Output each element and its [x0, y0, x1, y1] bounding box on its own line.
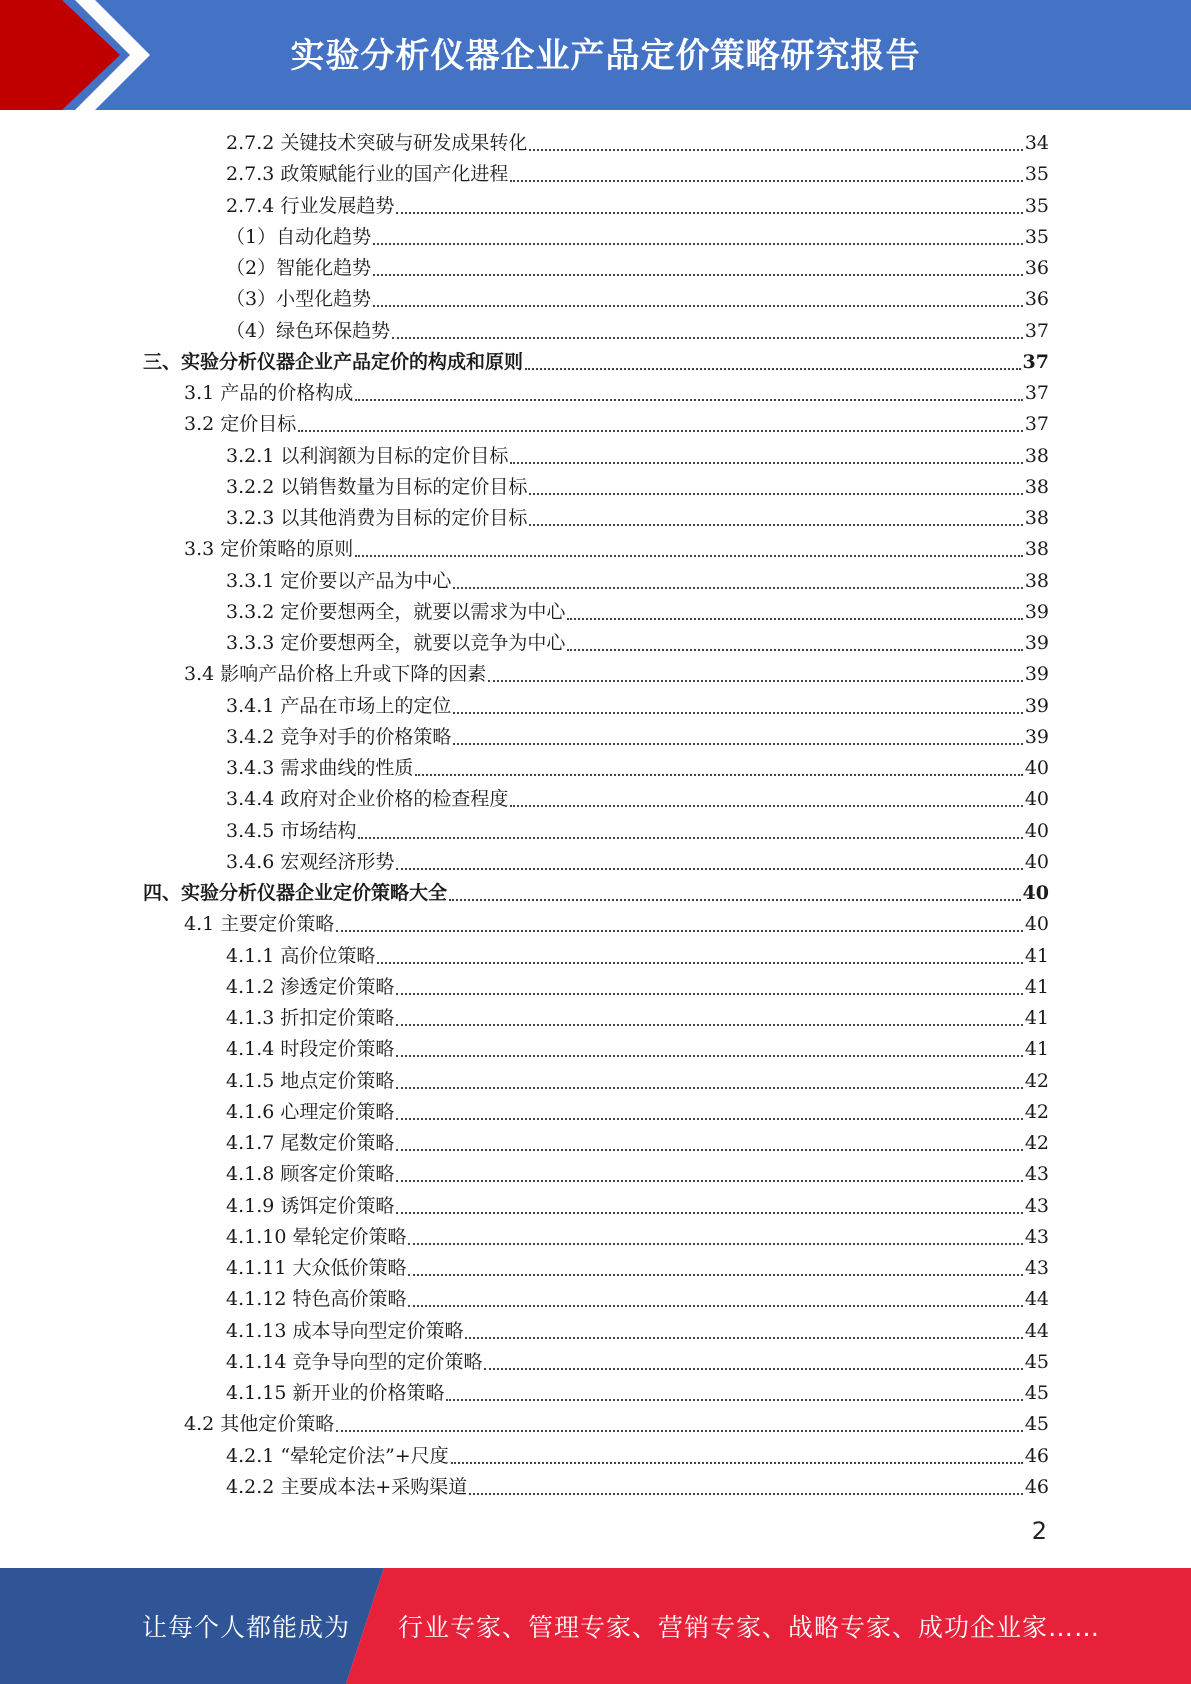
- toc-dot-leader: [529, 149, 1022, 151]
- toc-entry-page: 43: [1024, 1194, 1049, 1217]
- toc-entry-page: 41: [1024, 1038, 1049, 1061]
- toc-dot-leader: [469, 1493, 1023, 1495]
- toc-dot-leader: [336, 1430, 1023, 1432]
- toc-entry-page: 35: [1024, 163, 1049, 186]
- toc-entry-page: 46: [1024, 1444, 1049, 1467]
- toc-entry[interactable]: [226, 628, 1049, 659]
- toc-entry-title: 4.2.1 “晕轮定价法”+尺度: [226, 1444, 449, 1467]
- toc-entry-title: （4）绿色环保趋势: [226, 319, 391, 342]
- toc-entry[interactable]: [143, 878, 1049, 909]
- toc-dot-leader: [396, 1024, 1022, 1026]
- toc-entry-page: 42: [1024, 1100, 1049, 1123]
- toc-entry-title: 4.1.14 竞争导向型的定价策略: [226, 1350, 483, 1373]
- toc-entry-title: 4.1.12 特色高价策略: [226, 1288, 407, 1311]
- page-footer: [0, 1568, 1191, 1684]
- toc-entry-page: 35: [1024, 225, 1049, 248]
- toc-dot-leader: [298, 430, 1023, 432]
- toc-dot-leader: [373, 243, 1023, 245]
- toc-dot-leader: [449, 899, 1021, 901]
- toc-entry-title: 4.1.3 折扣定价策略: [226, 1007, 395, 1029]
- toc-entry[interactable]: [226, 691, 1049, 722]
- toc-entry-title: （1）自动化趋势: [226, 225, 372, 248]
- toc-entry-page: 43: [1024, 1163, 1049, 1186]
- toc-entry-page: 36: [1024, 257, 1049, 279]
- toc-entry-title: 3.2.3 以其他消费为目标的定价目标: [226, 507, 528, 529]
- toc-entry-page: 43: [1024, 1225, 1049, 1248]
- toc-entry[interactable]: [226, 816, 1049, 847]
- toc-entry[interactable]: [143, 347, 1049, 378]
- toc-dot-leader: [408, 1305, 1022, 1307]
- toc-entry-page: 42: [1024, 1069, 1049, 1092]
- toc-entry[interactable]: [226, 1128, 1049, 1159]
- toc-dot-leader: [525, 368, 1021, 370]
- toc-dot-leader: [408, 1243, 1022, 1245]
- toc-entry-title: 3.4.4 政府对企业价格的检查程度: [226, 788, 509, 811]
- toc-entry-page: 46: [1024, 1475, 1049, 1498]
- toc-entry[interactable]: [226, 1472, 1049, 1503]
- toc-entry-page: 40: [1024, 757, 1049, 779]
- toc-entry[interactable]: [226, 284, 1049, 315]
- toc-entry-page: 35: [1024, 194, 1049, 217]
- toc-dot-leader: [453, 743, 1022, 745]
- toc-entry-page: 39: [1024, 632, 1049, 654]
- toc-entry-page: 41: [1024, 1007, 1049, 1029]
- toc-dot-leader: [510, 180, 1022, 182]
- toc-entry-title: 2.7.4 行业发展趋势: [226, 194, 395, 217]
- toc-entry[interactable]: [226, 972, 1049, 1003]
- toc-entry-page: 38: [1024, 538, 1049, 561]
- toc-dot-leader: [358, 837, 1022, 839]
- toc-dot-leader: [408, 1274, 1022, 1276]
- toc-entry-page: 38: [1024, 507, 1049, 529]
- toc-dot-leader: [451, 1462, 1023, 1464]
- toc-entry-page: 34: [1024, 132, 1049, 154]
- toc-entry-title: 3.3 定价策略的原则: [184, 538, 354, 561]
- toc-entry-title: 4.1.10 晕轮定价策略: [226, 1225, 407, 1248]
- toc-entry-title: 3.4.1 产品在市场上的定位: [226, 694, 452, 717]
- toc-entry-page: 40: [1024, 850, 1049, 873]
- page-number: 2: [1031, 1517, 1047, 1545]
- toc-entry-page: 41: [1024, 944, 1049, 967]
- toc-entry-page: 45: [1024, 1413, 1049, 1436]
- toc-entry[interactable]: [184, 1409, 1049, 1440]
- toc-entry-title: 3.4 影响产品价格上升或下降的因素: [184, 663, 487, 686]
- toc-entry[interactable]: [184, 378, 1049, 409]
- toc-entry[interactable]: [184, 659, 1049, 690]
- toc-entry-page: 40: [1022, 882, 1049, 904]
- toc-dot-leader: [355, 555, 1023, 557]
- toc-dot-leader: [396, 1212, 1022, 1214]
- toc-dot-leader: [336, 930, 1023, 932]
- toc-entry-title: 4.1.1 高价位策略: [226, 944, 376, 967]
- toc-entry-title: 3.4.5 市场结构: [226, 819, 357, 842]
- toc-dot-leader: [396, 212, 1022, 214]
- toc-entry-title: 3.3.3 定价要想两全，就要以竞争为中心: [226, 632, 566, 654]
- toc-entry-title: 4.2.2 主要成本法+采购渠道: [226, 1475, 468, 1498]
- toc-entry[interactable]: [226, 784, 1049, 815]
- toc-entry-title: 4.1.11 大众低价策略: [226, 1257, 407, 1279]
- toc-entry-title: 3.3.1 定价要以产品为中心: [226, 569, 452, 592]
- toc-entry[interactable]: [226, 1378, 1049, 1409]
- toc-entry-title: 4.1.15 新开业的价格策略: [226, 1382, 445, 1404]
- toc-entry[interactable]: [184, 909, 1049, 940]
- toc-entry-title: 3.4.6 宏观经济形势: [226, 850, 395, 873]
- toc-dot-leader: [415, 774, 1022, 776]
- toc-entry-title: 3.3.2 定价要想两全，就要以需求为中心: [226, 600, 566, 623]
- toc-entry-title: 4.1.5 地点定价策略: [226, 1069, 395, 1092]
- toc-entry[interactable]: [226, 316, 1049, 347]
- toc-entry-page: 37: [1024, 382, 1049, 404]
- toc-dot-leader: [529, 493, 1022, 495]
- toc-entry-title: 4.2 其他定价策略: [184, 1413, 335, 1436]
- toc-entry-page: 39: [1024, 694, 1049, 717]
- toc-entry[interactable]: [226, 1441, 1049, 1472]
- toc-dot-leader: [373, 305, 1023, 307]
- toc-entry[interactable]: [226, 441, 1049, 472]
- toc-entry-page: 39: [1024, 725, 1049, 748]
- toc-entry[interactable]: [184, 409, 1049, 440]
- toc-entry[interactable]: [226, 1347, 1049, 1378]
- toc-entry-title: 3.4.2 竞争对手的价格策略: [226, 725, 452, 748]
- toc-entry-title: 3.4.3 需求曲线的性质: [226, 757, 414, 779]
- toc-entry[interactable]: [226, 1191, 1049, 1222]
- toc-entry[interactable]: [226, 566, 1049, 597]
- toc-entry-page: 38: [1024, 475, 1049, 498]
- toc-entry[interactable]: [226, 1253, 1049, 1284]
- toc-entry[interactable]: [226, 253, 1049, 284]
- toc-entry-title: 4.1.6 心理定价策略: [226, 1100, 395, 1123]
- toc-dot-leader: [465, 1337, 1022, 1339]
- toc-entry-page: 37: [1024, 413, 1049, 436]
- toc-entry-title: 4.1.4 时段定价策略: [226, 1038, 395, 1061]
- toc-entry-page: 36: [1024, 288, 1049, 311]
- toc-dot-leader: [396, 993, 1022, 995]
- toc-dot-leader: [484, 1368, 1022, 1370]
- toc-entry[interactable]: [226, 753, 1049, 784]
- toc-dot-leader: [446, 1399, 1022, 1401]
- toc-dot-leader: [510, 805, 1022, 807]
- toc-entry-page: 42: [1024, 1132, 1049, 1154]
- toc-dot-leader: [373, 274, 1023, 276]
- toc-entry-page: 45: [1024, 1382, 1049, 1404]
- toc-entry-title: 2.7.2 关键技术突破与研发成果转化: [226, 132, 528, 154]
- toc-entry[interactable]: [226, 941, 1049, 972]
- toc-entry[interactable]: [226, 1284, 1049, 1315]
- toc-dot-leader: [453, 712, 1022, 714]
- toc-dot-leader: [453, 587, 1022, 589]
- toc-entry-title: （2）智能化趋势: [226, 257, 372, 279]
- toc-dot-leader: [488, 680, 1023, 682]
- toc-dot-leader: [392, 337, 1023, 339]
- toc-entry-title: 4.1.13 成本导向型定价策略: [226, 1319, 464, 1342]
- toc-dot-leader: [510, 462, 1022, 464]
- toc-entry[interactable]: [226, 503, 1049, 534]
- toc-dot-leader: [396, 1087, 1022, 1089]
- toc-dot-leader: [567, 618, 1022, 620]
- toc-entry[interactable]: [226, 1034, 1049, 1065]
- toc-entry-title: 4.1.7 尾数定价策略: [226, 1132, 395, 1154]
- toc-dot-leader: [377, 962, 1022, 964]
- page-header: [0, 0, 1191, 110]
- toc-entry-title: 4.1.2 渗透定价策略: [226, 975, 395, 998]
- toc-dot-leader: [396, 868, 1022, 870]
- toc-entry[interactable]: [226, 128, 1049, 159]
- toc-entry-title: 4.1 主要定价策略: [184, 913, 335, 936]
- toc-entry-title: 三、实验分析仪器企业产品定价的构成和原则: [143, 350, 524, 373]
- toc-entry-title: 3.2.1 以利润额为目标的定价目标: [226, 444, 509, 467]
- toc-entry-page: 40: [1024, 913, 1049, 936]
- toc-dot-leader: [567, 649, 1022, 651]
- footer-slogan-right: 行业专家、管理专家、营销专家、战略专家、成功企业家……: [398, 1613, 1101, 1642]
- toc-entry[interactable]: [226, 1097, 1049, 1128]
- toc-entry-title: 3.2 定价目标: [184, 413, 297, 436]
- toc-dot-leader: [396, 1149, 1022, 1151]
- toc-entry-page: 38: [1024, 444, 1049, 467]
- toc-entry-title: 3.1 产品的价格构成: [184, 382, 354, 404]
- toc-entry-title: 4.1.9 诱饵定价策略: [226, 1194, 395, 1217]
- footer-slogan-left: 让每个人都能成为: [142, 1613, 351, 1642]
- toc-entry[interactable]: [226, 191, 1049, 222]
- toc-entry-page: 43: [1024, 1257, 1049, 1279]
- toc-entry[interactable]: [226, 722, 1049, 753]
- toc-entry-title: （3）小型化趋势: [226, 288, 372, 311]
- toc-entry[interactable]: [226, 222, 1049, 253]
- toc-dot-leader: [396, 1180, 1022, 1182]
- toc-entry[interactable]: [226, 1066, 1049, 1097]
- report-title: 实验分析仪器企业产品定价策略研究报告: [290, 36, 921, 76]
- toc-dot-leader: [396, 1118, 1022, 1120]
- toc-entry[interactable]: [226, 1222, 1049, 1253]
- toc-entry-page: 40: [1024, 819, 1049, 842]
- toc-entry[interactable]: [226, 472, 1049, 503]
- toc-entry[interactable]: [226, 1316, 1049, 1347]
- toc-entry-title: 四、实验分析仪器企业定价策略大全: [143, 882, 448, 904]
- toc-entry-title: 4.1.8 顾客定价策略: [226, 1163, 395, 1186]
- toc-entry-page: 44: [1024, 1319, 1049, 1342]
- toc-entry[interactable]: [226, 159, 1049, 190]
- toc-entry-page: 39: [1024, 663, 1049, 686]
- toc-entry-page: 40: [1024, 788, 1049, 811]
- toc-entry-title: 3.2.2 以销售数量为目标的定价目标: [226, 475, 528, 498]
- toc-entry[interactable]: [226, 1003, 1049, 1034]
- toc-dot-leader: [396, 1055, 1022, 1057]
- toc-dot-leader: [355, 399, 1023, 401]
- toc-dot-leader: [529, 524, 1022, 526]
- toc-entry-page: 37: [1022, 350, 1049, 373]
- toc-entry-page: 41: [1024, 975, 1049, 998]
- toc-entry[interactable]: [226, 1159, 1049, 1190]
- toc-entry[interactable]: [184, 534, 1049, 565]
- toc-entry-page: 45: [1024, 1350, 1049, 1373]
- toc-entry-page: 37: [1024, 319, 1049, 342]
- toc-entry-title: 2.7.3 政策赋能行业的国产化进程: [226, 163, 509, 186]
- toc-entry[interactable]: [226, 597, 1049, 628]
- toc-entry-page: 44: [1024, 1288, 1049, 1311]
- toc-entry[interactable]: [226, 847, 1049, 878]
- toc-entry-page: 38: [1024, 569, 1049, 592]
- toc-entry-page: 39: [1024, 600, 1049, 623]
